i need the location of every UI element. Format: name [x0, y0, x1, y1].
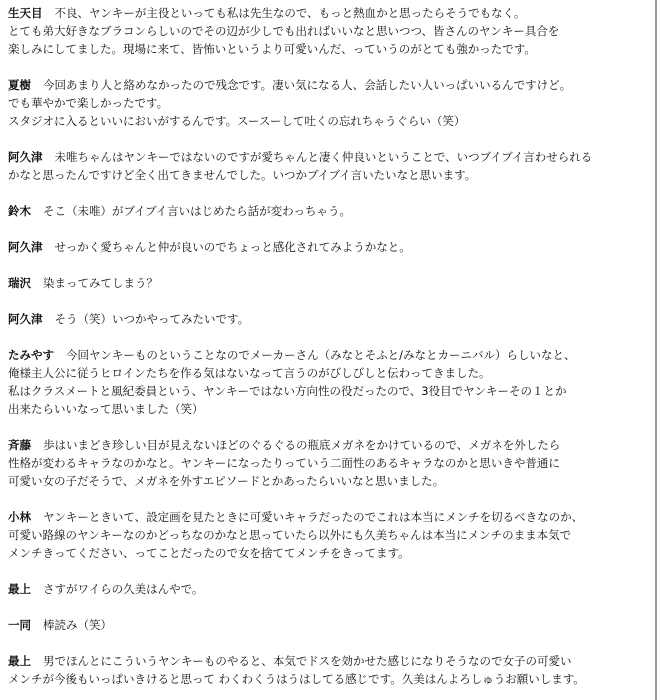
speech-text: 不良、ヤンキーが主役といっても私は先生なので、もっと熱血かと思ったらそうでもなく。: [54, 6, 526, 20]
transcript-entry: [8, 4, 653, 58]
transcript-entry: [8, 310, 653, 328]
transcript-line: [8, 436, 653, 454]
transcript-line: [8, 544, 653, 562]
transcript-line: [8, 508, 653, 526]
transcript-line: [8, 274, 653, 292]
speaker-name: 阿久津: [8, 240, 43, 254]
transcript-line: [8, 364, 653, 382]
speech-text: そう（笑）いつかやってみたいです。: [54, 312, 250, 326]
transcript-entry: [8, 436, 653, 490]
speech-text: 未唯ちゃんはヤンキーではないのですが愛ちゃんと凄く仲良いということで、いつブイブイ言わせられる: [54, 150, 593, 164]
transcript-entry: [8, 202, 653, 220]
speaker-name: 阿久津: [8, 150, 43, 164]
speaker-name: 夏樹: [8, 78, 31, 92]
speech-text: 染まってみてしまう？: [43, 276, 158, 290]
interview-transcript: [8, 4, 653, 688]
speech-text: でも華やかで楽しかったです。: [8, 96, 169, 110]
speaker-name: 阿久津: [8, 312, 43, 326]
transcript-line: [8, 238, 653, 256]
speech-text: さすがワイらの久美はんやで。: [43, 582, 204, 596]
transcript-line: [8, 76, 653, 94]
transcript-line: [8, 616, 653, 634]
transcript-line: [8, 40, 653, 58]
transcript-line: [8, 454, 653, 472]
speaker-name: 最上: [8, 582, 31, 596]
speaker-name: 小林: [8, 510, 31, 524]
speech-text: 今回ヤンキーものということなのでメーカーさん（みなとそふと/みなとカーニバル）らしいなと、: [66, 348, 576, 362]
speaker-name: 瑞沢: [8, 276, 31, 290]
transcript-entry: [8, 148, 653, 184]
transcript-entry: [8, 508, 653, 562]
speech-text: 俺様主人公に従うヒロインたちを作る気はないなって言うのがびしびしと伝わってきました。: [8, 366, 491, 380]
transcript-entry: [8, 238, 653, 256]
speech-text: ヤンキーときいて、設定画を見たときに可愛いキャラだったのでこれは本当にメンチを切るべきなのか、: [43, 510, 584, 524]
speech-text: メンチが今後もいっぱいきけると思って わくわくうはうはしてる感じです。久美はんよろしゅうお願いします。: [8, 672, 585, 686]
transcript-line: [8, 310, 653, 328]
speech-text: かなと思ったんですけど全く出てきませんでした。いつかブイブイ言いたいなと思います。: [8, 168, 477, 182]
transcript-entry: [8, 76, 653, 130]
transcript-entry: [8, 580, 653, 598]
transcript-line: [8, 670, 653, 688]
speech-text: 出来たらいいなって思いました（笑）: [8, 402, 204, 416]
transcript-line: [8, 148, 653, 166]
speaker-name: 斉藤: [8, 438, 31, 452]
transcript-entry: [8, 346, 653, 418]
speech-text: 歩はいまどき珍しい目が見えないほどのぐるぐるの瓶底メガネをかけているので、メガネを外したら: [43, 438, 561, 452]
transcript-line: [8, 346, 653, 364]
speech-text: 性格が変わるキャラなのかなと。ヤンキーになったりっていう二面性のあるキャラなのかと思いきや普通に: [8, 456, 560, 470]
speech-text: 今回あまり人と絡めなかったので残念です。凄い気になる人、会話したい人いっぱいいるんですけど。: [43, 78, 572, 92]
speaker-name: 生天目: [8, 6, 43, 20]
transcript-line: [8, 94, 653, 112]
transcript-line: [8, 202, 653, 220]
transcript-entry: [8, 616, 653, 634]
transcript-line: [8, 112, 653, 130]
transcript-entry: [8, 652, 653, 688]
speech-text: とても弟大好きなブラコンらしいのでその辺が少しでも出ればいいなと思いつつ、皆さんのヤンキー具合を: [8, 24, 560, 38]
transcript-line: [8, 580, 653, 598]
transcript-entry: [8, 274, 653, 292]
speech-text: 男でほんとにこういうヤンキーものやると、本気でドスを効かせた感じになりそうなので女子の可愛い: [43, 654, 572, 668]
transcript-line: [8, 400, 653, 418]
speech-text: 私はクラスメートと風紀委員という、ヤンキーではない方向性の役だったので、3役目でヤンキーその１とか: [8, 384, 567, 398]
transcript-line: [8, 4, 653, 22]
speech-text: スタジオに入るといいにおいがするんです。スースーして吐くの忘れちゃうぐらい（笑）: [8, 114, 466, 128]
speech-text: 可愛い女の子だそうで、メガネを外すエピソードとかあったらいいなと思いました。: [8, 474, 445, 488]
transcript-line: [8, 652, 653, 670]
transcript-line: [8, 166, 653, 184]
speech-text: せっかく愛ちゃんと仲が良いのでちょっと感化されてみようかなと。: [54, 240, 411, 254]
transcript-line: [8, 472, 653, 490]
transcript-line: [8, 22, 653, 40]
speech-text: メンチきってください、ってことだったので女を捨ててメンチをきってます。: [8, 546, 410, 560]
transcript-line: [8, 526, 653, 544]
speaker-name: 最上: [8, 654, 31, 668]
speech-text: 可愛い路線のヤンキーなのかどっちなのかなと思っていたら以外にも久美ちゃんは本当にメンチのまま本気で: [8, 528, 572, 542]
speech-text: 楽しみにしてました。現場に来て、皆怖いというより可愛いんだ、っていうのがとても強かったです。: [8, 42, 536, 56]
speech-text: 棒読み（笑）: [43, 618, 112, 632]
speaker-name: 一同: [8, 618, 31, 632]
speech-text: そこ（未唯）がブイブイ言いはじめたら話が変わっちゃう。: [43, 204, 351, 218]
transcript-line: [8, 382, 653, 400]
speaker-name: 鈴木: [8, 204, 31, 218]
speaker-name: たみやす: [8, 348, 54, 362]
